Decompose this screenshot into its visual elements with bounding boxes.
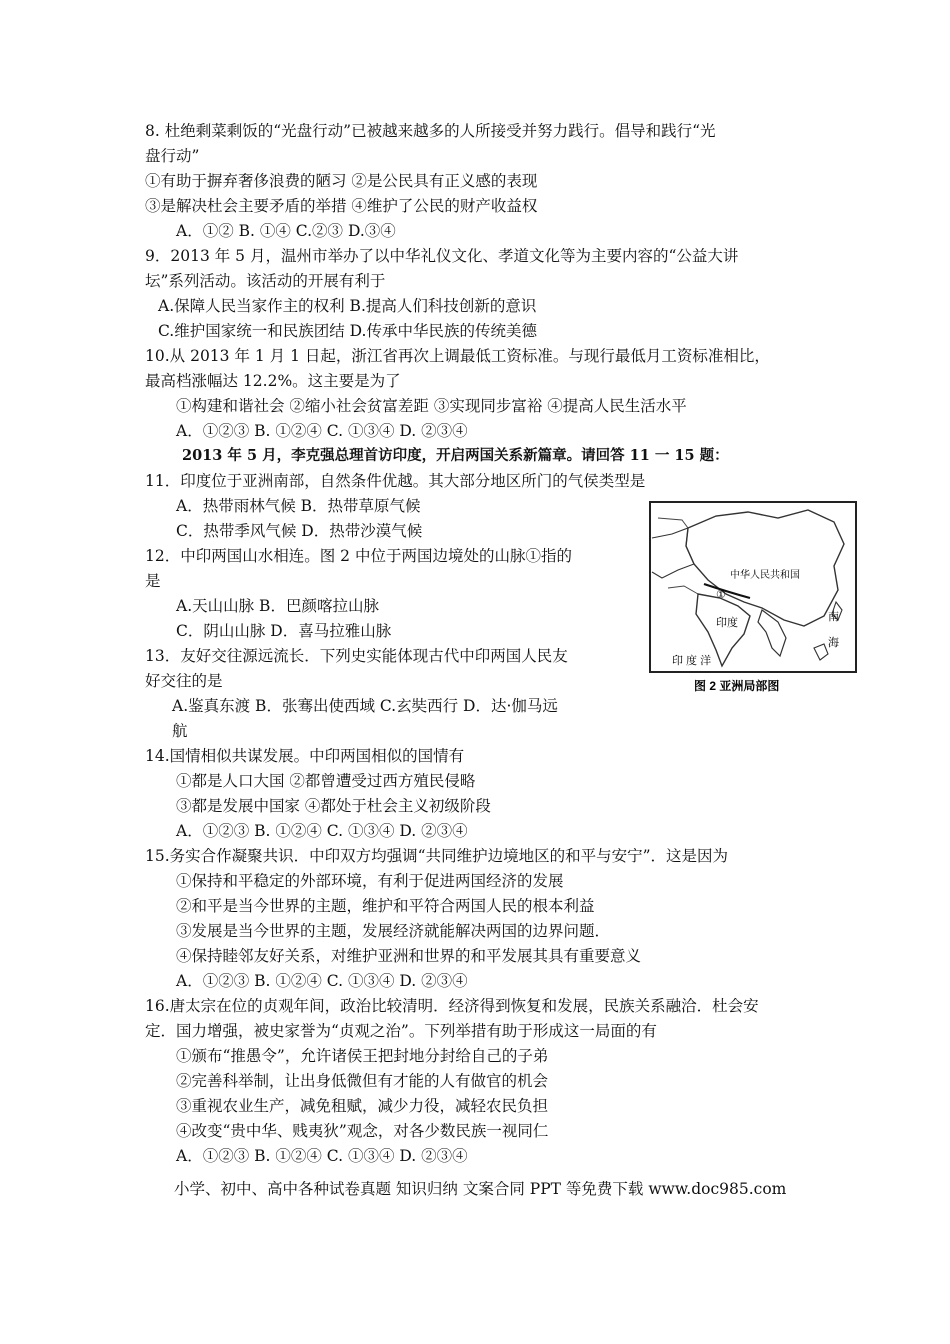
label-mountain: ①	[716, 589, 726, 601]
map-caption: 图 2 亚洲局部图	[694, 679, 780, 693]
q16-line-2: 定．国力增强，被史家誉为“贞观之治”。下列举措有助于形成这一局面的有	[145, 1022, 657, 1040]
q15-options: A．①②③ B. ①②④ C. ①③④ D. ②③④	[176, 972, 468, 990]
q9-line-1: 9．2013 年 5 月，温州市举办了以中华礼仪文化、孝道文化等为主要内容的“公益大讲	[145, 247, 739, 265]
q8-line-3: ①有助于摒弃奢侈浪费的陋习 ②是公民具有正义感的表现	[145, 172, 538, 190]
q13-line-4: 航	[172, 722, 188, 740]
q14-line-3: ③都是发展中国家 ④都处于杜会主义初级阶段	[176, 797, 491, 815]
page-footer: 小学、初中、高中各种试卷真题 知识归纳 文案合同 PPT 等免费下载 www.doc985.com	[174, 1180, 787, 1198]
q16-options: A．①②③ B. ①②④ C. ①③④ D. ②③④	[176, 1147, 468, 1165]
label-sea-2: 海	[828, 637, 839, 649]
q9-line-2: 坛”系列活动。该活动的开展有利于	[145, 272, 386, 290]
q11-line-1: 11．印度位于亚洲南部，自然条件优越。其大部分地区所门的气侯类型是	[145, 472, 646, 490]
q10-line-1: 10.从 2013 年 1 月 1 日起，浙江省再次上调最低工资标准。与现行最低月工资标准相比，	[145, 347, 770, 365]
q13-line-2: 好交往的是	[145, 672, 223, 690]
q15-line-1: 15.务实合作凝聚共识．中印双方均强调“共同维护边境地区的和平与安宁”．这是因为	[145, 847, 729, 865]
asia-map-figure	[638, 498, 866, 720]
q9-option-ab: A.保障人民当家作主的权利 B.提高人们科技创新的意识	[158, 297, 537, 315]
q16-line-3: ①颁布“推愚令”，允许诸侯王把封地分封给自己的子弟	[176, 1047, 549, 1065]
q10-line-3: ①构建和谐社会 ②缩小社会贫富差距 ③实现同步富裕 ④提高人民生活水平	[176, 397, 687, 415]
q15-line-5: ④保持睦邻友好关系，对维护亚洲和世界的和平发展其具有重要意义	[176, 947, 642, 965]
q11-option-ab: A．热带雨林气候 B．热带草原气候	[176, 497, 421, 515]
q13-line-1: 13．友好交往源远流长．下列史实能体现古代中印两国人民友	[145, 647, 568, 665]
q14-line-2: ①都是人口大国 ②都曾遭受过西方殖民侵略	[176, 772, 476, 790]
section-intro: 2013 年 5 月，李克强总理首访印度，开启两国关系新篇章。请回答 11 一 15 题：	[182, 447, 729, 464]
q10-options: A．①②③ B. ①②④ C. ①③④ D. ②③④	[176, 422, 468, 440]
q12-line-1: 12．中印两国山水相连。图 2 中位于两国边境处的山脉①指的	[145, 547, 572, 565]
q8-line-1: 8. 杜绝剩菜剩饭的“光盘行动”已被越来越多的人所接受并努力践行。倡导和践行“光	[145, 122, 716, 140]
q15-line-2: ①保持和平稳定的外部环境，有利于促进两国经济的发展	[176, 872, 564, 890]
q12-option-ab: A.天山山脉 B．巴颜喀拉山脉	[176, 597, 379, 615]
q16-line-6: ④改变“贵中华、贱夷狄”观念，对各少数民族一视同仁	[176, 1122, 549, 1140]
label-sea-1: 南	[828, 611, 839, 623]
q10-line-2: 最高档涨幅达 12.2%。这主要是为了	[145, 372, 401, 390]
q16-line-4: ②完善科举制，让出身低微但有才能的人有做官的机会	[176, 1072, 549, 1090]
q15-line-4: ③发展是当今世界的主题，发展经济就能解决两国的边界问题．	[176, 922, 611, 940]
q8-line-2: 盘行动”	[145, 147, 200, 165]
q12-option-cd: C．阴山山脉 D．喜马拉雅山脉	[176, 622, 392, 640]
q15-line-3: ②和平是当今世界的主题，维护和平符合两国人民的根本利益	[176, 897, 595, 915]
q16-line-1: 16.唐太宗在位的贞观年间，政治比较清明．经济得到恢复和发展，民族关系融洽．杜会安	[145, 997, 759, 1015]
q13-options: A.鉴真东渡 B．张骞出使西域 C.玄奘西行 D．达·伽马远	[172, 697, 558, 715]
label-ocean: 印 度 洋	[672, 655, 712, 667]
label-india: 印度	[716, 617, 738, 629]
q9-option-cd: C.维护国家统一和民族团结 D.传承中华民族的传统美德	[158, 322, 537, 340]
q8-options: A．①② B. ①④ C.②③ D.③④	[176, 222, 396, 240]
q14-line-1: 14.国情相似共谋发展。中印两国相似的国情有	[145, 747, 465, 765]
q14-options: A．①②③ B. ①②④ C. ①③④ D. ②③④	[176, 822, 468, 840]
label-china: 中华人民共和国	[730, 570, 800, 581]
q8-line-4: ③是解决杜会主要矛盾的举措 ④维护了公民的财产收益权	[145, 197, 538, 215]
q11-option-cd: C．热带季风气候 D．热带沙漠气候	[176, 522, 423, 540]
q12-line-2: 是	[145, 572, 161, 590]
q16-line-5: ③重视农业生产，减免租赋，减少力役，减轻农民负担	[176, 1097, 549, 1115]
asia-map-svg	[638, 498, 866, 720]
